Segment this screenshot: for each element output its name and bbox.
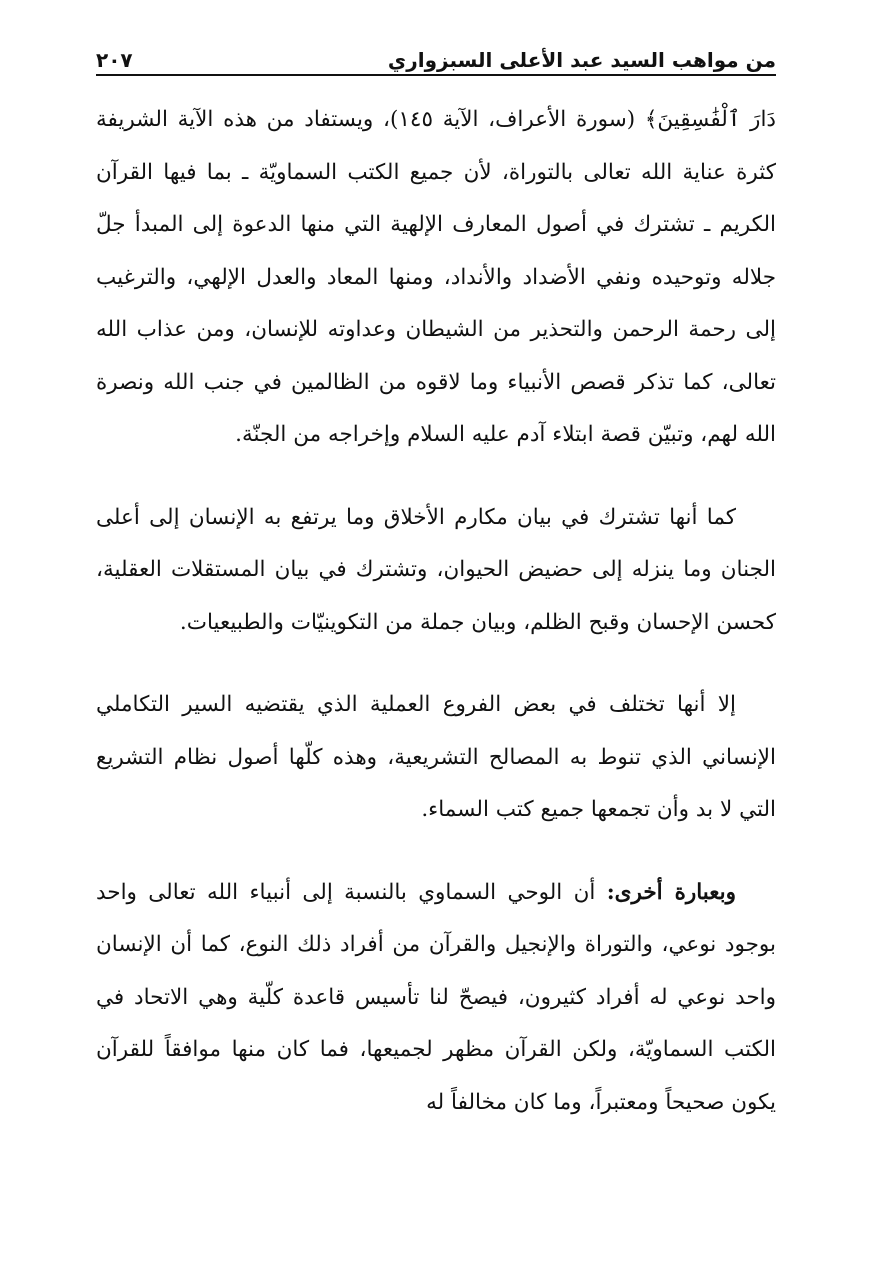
page-header: [96, 28, 776, 76]
paragraph-4: [96, 867, 776, 1130]
paragraph-3-text: إلا أنها تختلف في بعض الفروع العملية الذي يقتضيه السير التكاملي الإنساني الذي تنوط به المصالح التشريعية، وهذه كلّها أصول نظام التشريع التي لا بد وأن تجمعها جميع كتب السماء.: [96, 692, 776, 822]
paragraph-1: [96, 94, 776, 462]
paragraph-2: [96, 492, 776, 650]
paragraph-1-text: دَارَ ٱلْفَٰسِقِينَ﴾ (سورة الأعراف، الآية ١٤٥)، ويستفاد من هذه الآية الشريفة كثرة عناية الله تعالى بالتوراة، لأن جميع الكتب السماويّة ـ بما فيها القرآن الكريم ـ تشترك في أصول المعارف الإلهية التي منها الدعوة إلى المبدأ جلّ جلاله وتوحيده ونفي الأضداد والأنداد، ومنها المعاد والعدل الإلهي، والترغيب إلى رحمة الرحمن والتحذير من الشيطان وعداوته للإنسان، ومن عذاب الله تعالى، كما تذكر قصص الأنبياء وما لاقوه من الظالمين في جنب الله ونصرة الله لهم، وتبيّن قصة ابتلاء آدم عليه السلام وإخراجه من الجنّة.: [96, 107, 776, 447]
page-number: ٢٠٧: [96, 48, 133, 72]
paragraph-4-lead: وبعبارة أخرى:: [606, 879, 736, 905]
paragraph-4-text: أن الوحي السماوي بالنسبة إلى أنبياء الله تعالى واحد بوجود نوعي، والتوراة والإنجيل والقرآن من أفراد ذلك النوع، كما أن الإنسان واحد نوعي له أفراد كثيرون، فيصحّ لنا تأسيس قاعدة كلّية وهي الاتحاد في الكتب السماويّة، ولكن القرآن مظهر لجميعها، فما كان منها موافقاً للقرآن يكون صحيحاً ومعتبراً، وما كان مخالفاً له: [96, 879, 776, 1115]
paragraph-2-text: كما أنها تشترك في بيان مكارم الأخلاق وما يرتفع به الإنسان إلى أعلى الجنان وما ينزله إلى حضيض الحيوان، وتشترك في بيان المستقلات العقلية، كحسن الإحسان وقبح الظلم، وبيان جملة من التكوينيّات والطبيعيات.: [96, 504, 776, 635]
body-text: [96, 94, 776, 1129]
paragraph-3: [96, 679, 776, 837]
running-title: من مواهب السيد عبد الأعلى السبزواري: [387, 48, 776, 72]
